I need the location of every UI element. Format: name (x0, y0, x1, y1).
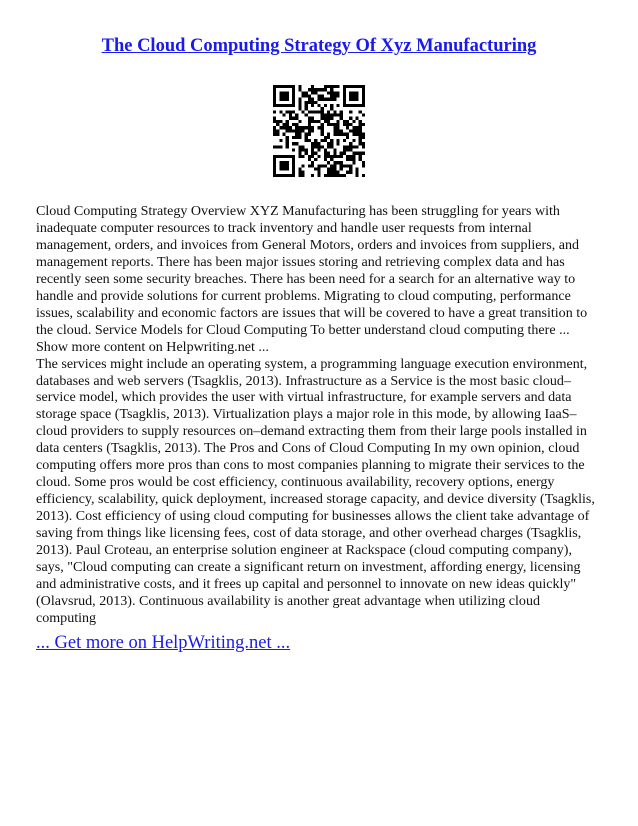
paragraph-intro: Cloud Computing Strategy Overview XYZ Manufacturing has been struggling for years with inadequate computer resources to track inventory and handle user requests from internal management, orders, and invoices from General Motors, orders and invoices from suppliers, and management reports. There has been major issues storing and retrieving complex data and has recently seen some security breaches. There has been need for a search for an alternative way to handle and provide solutions for current problems. Migrating to cloud computing, performance issues, scalability and economic factors are issues that will be covered to have a great transition to the cloud. Service Models for Cloud Computing To better understand cloud computing there ... (36, 203, 588, 338)
show-more-text: Show more content on Helpwriting.net ... (36, 338, 269, 355)
document-body (36, 203, 602, 627)
qr-code-icon (273, 85, 365, 177)
paragraph-main: The services might include an operating system, a programming language execution environment, databases and web servers (Tsagklis, 2013). Infrastructure as a Service is the most basic cloud–service model, which provides the user with virtual infrastructure, for example servers and data storage space (Tsagklis, 2013). Virtualization plays a major role in this mode, by allowing IaaS–cloud providers to supply resources on–demand extracting them from their large pools installed in data centers (Tsagklis, 2013). The Pros and Cons of Cloud Computing In my own opinion, cloud computing offers more pros than cons to most companies planning to migrate their services to the cloud. Some pros would be cost efficiency, continuous availability, recovery options, energy efficiency, scalability, quick deployment, increased storage capacity, and device diversity (Tsagklis, 2013). Cost efficiency of using cloud computing for businesses allows the client take advantage of saving from things like licensing fees, cost of data storage, and other overhead charges (Tsagklis, 2013). Paul Croteau, an enterprise solution engineer at Rackspace (cloud computing company), says, "Cloud computing can create a significant return on investment, affording energy, licensing and administrative costs, and it frees up capital and personnel to innovate on new ideas quickly" (Olavsrud, 2013). Continuous availability is another great advantage when utilizing cloud computing (36, 355, 595, 626)
get-more-link[interactable]: ... Get more on HelpWriting.net ... (36, 633, 291, 653)
document-title-link[interactable]: The Cloud Computing Strategy Of Xyz Manufacturing (101, 36, 537, 56)
